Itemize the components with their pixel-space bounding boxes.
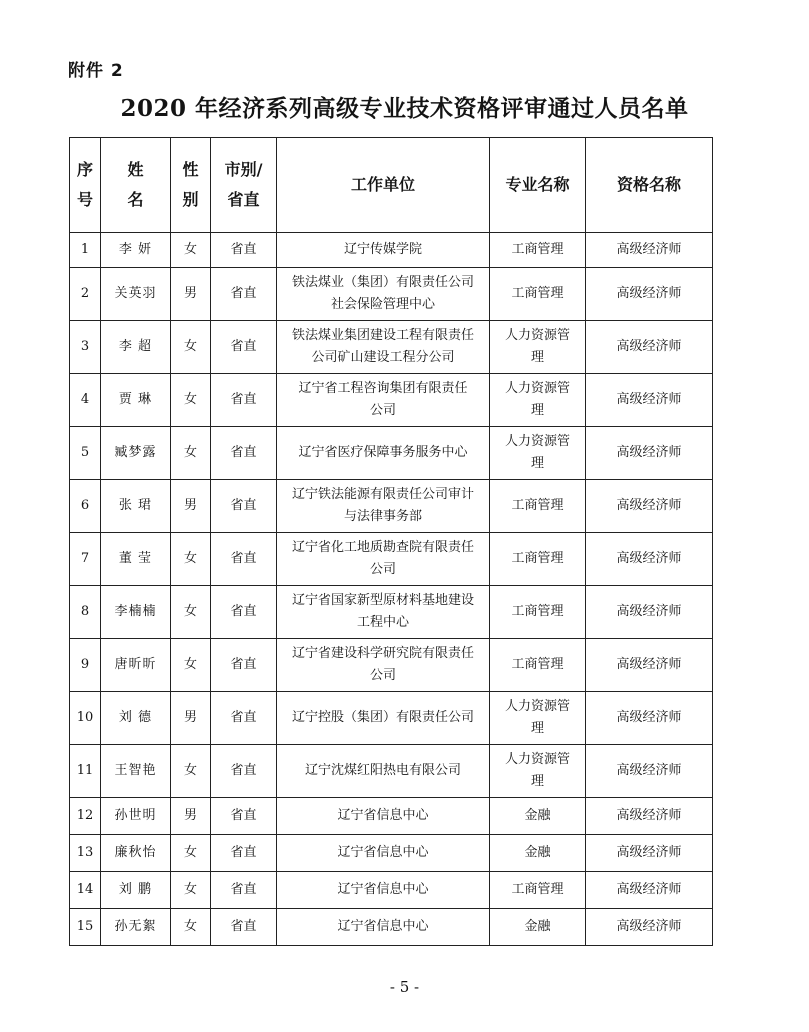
row-region: 省直 <box>211 692 277 745</box>
row-gender: 女 <box>171 533 211 586</box>
row-major-line: 人力资源管 <box>504 328 570 343</box>
row-major <box>490 692 586 745</box>
row-index: 8 <box>70 586 101 639</box>
row-unit-line: 辽宁省医疗保障事务服务中心 <box>298 445 468 460</box>
row-unit <box>277 745 490 798</box>
row-name: 董 莹 <box>101 533 171 586</box>
header-name-line-2: 名 <box>127 190 144 209</box>
row-region: 省直 <box>211 374 277 427</box>
roster-body <box>70 233 713 946</box>
row-name: 李 超 <box>101 321 171 374</box>
row-unit-line: 辽宁省化工地质勘查院有限责任 <box>291 540 474 555</box>
row-unit-line: 辽宁控股（集团）有限责任公司 <box>291 710 474 725</box>
header-unit: 工作单位 <box>277 138 490 233</box>
row-unit <box>277 909 490 946</box>
row-name: 李楠楠 <box>101 586 171 639</box>
row-unit <box>277 233 490 268</box>
row-major-line: 人力资源管 <box>504 381 570 396</box>
row-gender: 男 <box>171 480 211 533</box>
table-row <box>70 533 713 586</box>
row-region: 省直 <box>211 909 277 946</box>
header-region-line-2: 省直 <box>227 190 260 209</box>
row-index: 5 <box>70 427 101 480</box>
header-major: 专业名称 <box>490 138 586 233</box>
table-row <box>70 798 713 835</box>
row-name: 廉秋怡 <box>101 835 171 872</box>
row-major <box>490 872 586 909</box>
row-major <box>490 586 586 639</box>
row-gender: 女 <box>171 586 211 639</box>
header-gender <box>171 138 211 233</box>
table-row <box>70 745 713 798</box>
row-unit <box>277 586 490 639</box>
row-major-line: 人力资源管 <box>504 434 570 449</box>
page-number: - 5 - <box>389 978 420 996</box>
row-region: 省直 <box>211 745 277 798</box>
row-major <box>490 533 586 586</box>
row-name: 王智艳 <box>101 745 171 798</box>
row-unit-line: 铁法煤业集团建设工程有限责任 <box>291 328 474 343</box>
row-major-line: 金融 <box>524 919 551 934</box>
document-title: 2020 年经济系列高级专业技术资格评审通过人员名单 <box>120 95 689 122</box>
row-unit <box>277 872 490 909</box>
attachment-label: 附件 2 <box>68 61 124 81</box>
row-region: 省直 <box>211 321 277 374</box>
row-gender: 女 <box>171 745 211 798</box>
header-index-line-1: 序 <box>76 160 93 179</box>
row-unit-line: 辽宁传媒学院 <box>343 242 422 257</box>
row-name: 李 妍 <box>101 233 171 268</box>
row-index: 14 <box>70 872 101 909</box>
row-index: 1 <box>70 233 101 268</box>
row-major-line: 金融 <box>524 845 551 860</box>
row-major <box>490 798 586 835</box>
row-major <box>490 745 586 798</box>
row-unit-line: 辽宁沈煤红阳热电有限公司 <box>304 763 461 778</box>
row-unit <box>277 374 490 427</box>
header-row <box>70 138 713 233</box>
row-name: 唐昕昕 <box>101 639 171 692</box>
row-qualification: 高级经济师 <box>586 909 713 946</box>
row-unit-line: 铁法煤业（集团）有限责任公司 <box>291 275 474 290</box>
row-gender: 女 <box>171 233 211 268</box>
header-name-line-1: 姓 <box>127 160 144 179</box>
row-unit <box>277 533 490 586</box>
header-region-line-1: 市别/ <box>224 160 263 179</box>
row-qualification: 高级经济师 <box>586 427 713 480</box>
row-qualification: 高级经济师 <box>586 480 713 533</box>
row-name: 刘 德 <box>101 692 171 745</box>
row-gender: 男 <box>171 798 211 835</box>
row-major-line: 工商管理 <box>511 882 564 897</box>
row-qualification: 高级经济师 <box>586 586 713 639</box>
header-index <box>70 138 101 233</box>
row-major <box>490 639 586 692</box>
row-unit <box>277 798 490 835</box>
header-gender-line-1: 性 <box>182 160 199 179</box>
row-index: 7 <box>70 533 101 586</box>
row-major <box>490 321 586 374</box>
row-index: 2 <box>70 268 101 321</box>
row-unit-line: 公司矿山建设工程分公司 <box>311 350 455 365</box>
row-qualification: 高级经济师 <box>586 798 713 835</box>
row-index: 11 <box>70 745 101 798</box>
row-gender: 女 <box>171 639 211 692</box>
table-row <box>70 639 713 692</box>
row-gender: 女 <box>171 872 211 909</box>
row-unit-line: 社会保险管理中心 <box>330 297 435 312</box>
row-gender: 女 <box>171 427 211 480</box>
row-index: 9 <box>70 639 101 692</box>
row-region: 省直 <box>211 835 277 872</box>
row-name: 孙无絮 <box>101 909 171 946</box>
row-qualification: 高级经济师 <box>586 745 713 798</box>
row-qualification: 高级经济师 <box>586 533 713 586</box>
row-unit <box>277 835 490 872</box>
row-major <box>490 233 586 268</box>
row-major <box>490 835 586 872</box>
row-name: 孙世明 <box>101 798 171 835</box>
row-region: 省直 <box>211 533 277 586</box>
row-region: 省直 <box>211 639 277 692</box>
table-row <box>70 374 713 427</box>
row-index: 10 <box>70 692 101 745</box>
row-region: 省直 <box>211 480 277 533</box>
row-unit <box>277 480 490 533</box>
row-region: 省直 <box>211 427 277 480</box>
header-qualification: 资格名称 <box>586 138 713 233</box>
row-index: 12 <box>70 798 101 835</box>
row-qualification: 高级经济师 <box>586 233 713 268</box>
row-qualification: 高级经济师 <box>586 374 713 427</box>
table-row <box>70 909 713 946</box>
row-region: 省直 <box>211 872 277 909</box>
row-unit-line: 与法律事务部 <box>343 509 422 524</box>
header-region <box>211 138 277 233</box>
row-major-line: 人力资源管 <box>504 699 570 714</box>
row-qualification: 高级经济师 <box>586 872 713 909</box>
row-major-line: 理 <box>530 350 544 365</box>
row-region: 省直 <box>211 586 277 639</box>
row-major <box>490 268 586 321</box>
row-unit <box>277 639 490 692</box>
header-index-line-2: 号 <box>76 190 93 209</box>
row-region: 省直 <box>211 268 277 321</box>
row-major <box>490 427 586 480</box>
row-qualification: 高级经济师 <box>586 321 713 374</box>
row-index: 3 <box>70 321 101 374</box>
row-index: 13 <box>70 835 101 872</box>
row-gender: 女 <box>171 835 211 872</box>
row-major <box>490 480 586 533</box>
row-unit-line: 公司 <box>369 403 396 418</box>
table-row <box>70 692 713 745</box>
row-unit-line: 辽宁省国家新型原材料基地建设 <box>291 593 474 608</box>
row-name: 臧梦露 <box>101 427 171 480</box>
row-major-line: 理 <box>530 774 544 789</box>
row-gender: 女 <box>171 374 211 427</box>
row-unit-line: 公司 <box>369 562 396 577</box>
row-unit-line: 辽宁省信息中心 <box>337 808 429 823</box>
table-row <box>70 427 713 480</box>
row-unit-line: 辽宁省信息中心 <box>337 845 429 860</box>
row-major-line: 工商管理 <box>511 498 564 513</box>
row-gender: 男 <box>171 692 211 745</box>
row-major-line: 工商管理 <box>511 242 564 257</box>
row-name: 贾 琳 <box>101 374 171 427</box>
row-unit-line: 辽宁省工程咨询集团有限责任 <box>298 381 468 396</box>
row-major-line: 理 <box>530 403 544 418</box>
row-index: 15 <box>70 909 101 946</box>
row-unit-line: 公司 <box>369 668 396 683</box>
row-unit-line: 工程中心 <box>356 615 409 630</box>
row-region: 省直 <box>211 798 277 835</box>
table-row <box>70 586 713 639</box>
row-unit <box>277 268 490 321</box>
row-unit <box>277 692 490 745</box>
row-qualification: 高级经济师 <box>586 639 713 692</box>
row-qualification: 高级经济师 <box>586 692 713 745</box>
table-row <box>70 480 713 533</box>
row-qualification: 高级经济师 <box>586 268 713 321</box>
row-unit <box>277 321 490 374</box>
row-major <box>490 909 586 946</box>
row-major-line: 理 <box>530 456 544 471</box>
row-unit-line: 辽宁省建设科学研究院有限责任 <box>291 646 474 661</box>
table-row <box>70 233 713 268</box>
row-gender: 女 <box>171 321 211 374</box>
row-qualification: 高级经济师 <box>586 835 713 872</box>
row-index: 4 <box>70 374 101 427</box>
row-name: 刘 鹏 <box>101 872 171 909</box>
row-major-line: 工商管理 <box>511 657 564 672</box>
row-name: 张 珺 <box>101 480 171 533</box>
header-name <box>101 138 171 233</box>
row-unit-line: 辽宁省信息中心 <box>337 882 429 897</box>
row-major-line: 人力资源管 <box>504 752 570 767</box>
row-major-line: 理 <box>530 721 544 736</box>
row-gender: 女 <box>171 909 211 946</box>
row-major <box>490 374 586 427</box>
row-unit <box>277 427 490 480</box>
header-gender-line-2: 别 <box>182 190 199 209</box>
row-major-line: 工商管理 <box>511 604 564 619</box>
table-row <box>70 268 713 321</box>
row-major-line: 工商管理 <box>511 286 564 301</box>
row-region: 省直 <box>211 233 277 268</box>
row-name: 关英羽 <box>101 268 171 321</box>
row-major-line: 金融 <box>524 808 551 823</box>
table-row <box>70 872 713 909</box>
row-major-line: 工商管理 <box>511 551 564 566</box>
row-index: 6 <box>70 480 101 533</box>
table-row <box>70 835 713 872</box>
row-unit-line: 辽宁省信息中心 <box>337 919 429 934</box>
row-gender: 男 <box>171 268 211 321</box>
row-unit-line: 辽宁铁法能源有限责任公司审计 <box>291 487 474 502</box>
table-row <box>70 321 713 374</box>
roster-table <box>69 137 713 946</box>
